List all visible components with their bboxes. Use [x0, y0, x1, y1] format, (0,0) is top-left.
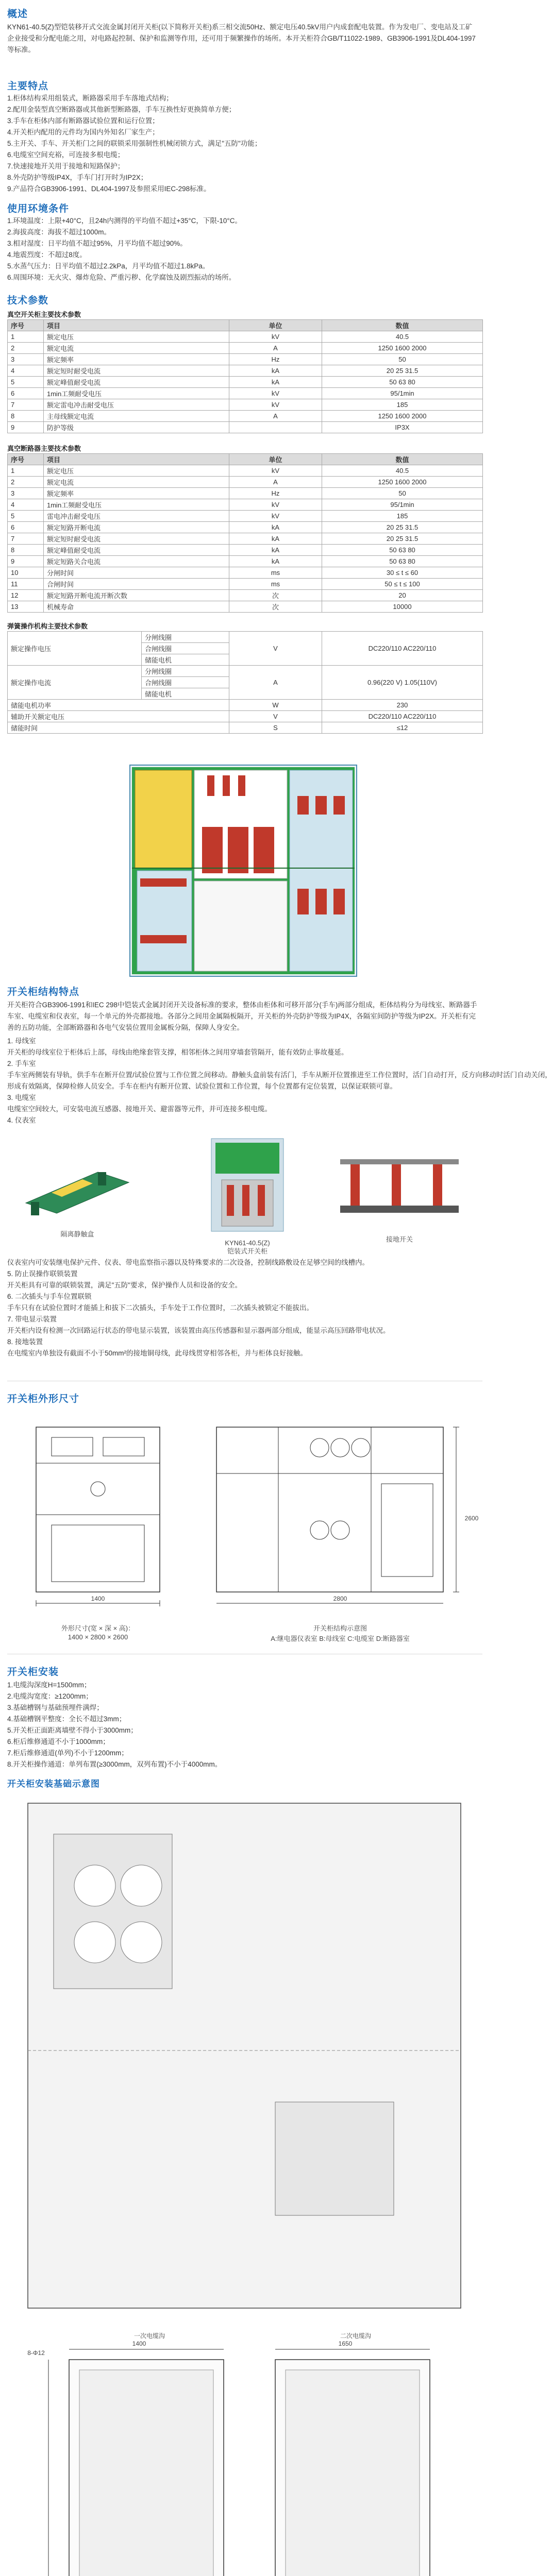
table-cell: kV	[229, 331, 322, 343]
table-cell: 7	[8, 533, 44, 545]
table-cell: 1250 1600 2000	[322, 343, 483, 354]
table-cell: 次	[229, 601, 322, 613]
table-cell: 2	[8, 343, 44, 354]
table-cell: 10	[8, 567, 44, 579]
table-cell: kA	[229, 545, 322, 556]
list-item: 6.柜后维修通道不小于1000mm；	[7, 1738, 110, 1745]
list-item: 6.周围环境：无火灾、爆炸危险、严重污秽、化学腐蚀及剧烈振动的场所。	[7, 274, 236, 281]
table-cell: 储能电机	[142, 688, 229, 700]
table-cell: 1250 1600 2000	[322, 411, 483, 422]
features-list	[7, 93, 479, 195]
list-item: 手车只有在试验位置时才能插上和拔下二次插头，手车处于工作位置时，二次插头被锁定不能拔出。	[7, 1304, 313, 1312]
table-cell: 5	[8, 511, 44, 522]
table-cell: 10000	[322, 601, 483, 613]
list-item: 仪表室内可安装继电保护元件、仪表、带电监察指示器以及特殊要求的二次设备，控制线路敷设在足够空间的线槽内。	[7, 1259, 369, 1266]
list-item: 3. 电缆室	[7, 1094, 36, 1101]
table-row	[8, 579, 483, 590]
table-cell: 20 25 31.5	[322, 365, 483, 377]
table-row	[8, 488, 483, 499]
list-item: 8.外壳防护等级IP4X，手车门打开时为IP2X；	[7, 174, 148, 181]
table-cell: 6	[8, 388, 44, 399]
list-item: 8. 接地装置	[7, 1338, 43, 1346]
table-cell: 额定短时耐受电流	[44, 533, 229, 545]
table-row	[8, 331, 483, 343]
col-header: 数值	[322, 454, 483, 465]
table-cell: 1	[8, 465, 44, 477]
table-cell: kV	[229, 388, 322, 399]
table-row	[8, 477, 483, 488]
front-view-caption-1: 外形尺寸(宽 × 深 × 高)：	[61, 1624, 135, 1632]
table-cell: 20 25 31.5	[322, 533, 483, 545]
diagram-title: 开关柜外形尺寸	[7, 1394, 80, 1404]
table-cell: 4	[8, 365, 44, 377]
list-item: 2.电缆沟宽度：≥1200mm；	[7, 1692, 93, 1700]
label-secondary-trench: 二次电缆沟	[340, 2332, 371, 2340]
dim-width-front: 1400	[91, 1595, 105, 1602]
table-row	[8, 567, 483, 579]
list-item: 7.快速接地开关用于接地和短路保护；	[7, 162, 125, 170]
label-bolts: 8-Φ12	[27, 2349, 45, 2357]
table-row	[8, 722, 483, 734]
table-row	[8, 522, 483, 533]
table-cell: 11	[8, 579, 44, 590]
table-cell: 额定短路关合电流	[44, 556, 229, 567]
plan-title: 开关柜安装基础示意图	[7, 1779, 100, 1789]
table-cell: kV	[229, 511, 322, 522]
table-cell: 储能时间	[8, 722, 229, 734]
table-cell: 12	[8, 590, 44, 601]
table-cell: 20	[322, 590, 483, 601]
structure-title: 开关柜结构特点	[7, 987, 80, 997]
table-cell: V	[229, 632, 322, 666]
list-item: 1.电缆沟深度H=1500mm；	[7, 1681, 91, 1689]
table-cell: 1	[8, 331, 44, 343]
table-cell: 185	[322, 511, 483, 522]
table-cell: 20 25 31.5	[322, 522, 483, 533]
list-item	[7, 1359, 479, 1370]
table-cell: 主母线额定电流	[44, 411, 229, 422]
side-view-caption-1: 开关柜结构示意图	[313, 1624, 367, 1632]
table-row	[8, 411, 483, 422]
list-item: 6. 二次插头与手车位置联锁	[7, 1293, 92, 1300]
table-cell: 合闸线圈	[142, 643, 229, 654]
conditions-title: 使用环境条件	[7, 204, 70, 214]
front-view-caption-2: 1400 × 2800 × 2600	[68, 1633, 128, 1641]
list-item: 开关柜具有可靠的联锁装置，满足"五防"要求，保护操作人员和设备的安全。	[7, 1281, 242, 1289]
table-cell: 额定操作电流	[8, 666, 142, 700]
table-cell: 3	[8, 354, 44, 365]
table-cell: 储能电机功率	[8, 700, 229, 711]
list-item: 3.手车在柜体内部有断路器试验位置和运行位置；	[7, 117, 159, 125]
table-cell: 185	[322, 399, 483, 411]
table-cell: 额定短路开断电流	[44, 522, 229, 533]
breaker-params-table	[7, 453, 483, 613]
table-cell: 13	[8, 601, 44, 613]
table-cell: 额定峰值耐受电流	[44, 545, 229, 556]
side-section-drawing	[206, 1417, 474, 1613]
table1-title: 真空开关柜主要技术参数	[7, 311, 81, 318]
table-row	[8, 601, 483, 613]
dim-1400: 1400	[132, 2340, 146, 2347]
table-cell: 8	[8, 545, 44, 556]
earthing-switch-figure	[330, 1149, 469, 1231]
table-row	[8, 533, 483, 545]
table-cell: 50	[322, 488, 483, 499]
switchgear-params-table	[7, 319, 483, 433]
table-cell: 40.5	[322, 465, 483, 477]
dim-1650: 1650	[338, 2340, 353, 2347]
col-header: 单位	[229, 454, 322, 465]
list-item: 7. 带电显示装置	[7, 1315, 57, 1323]
table-cell: 额定雷电冲击耐受电压	[44, 399, 229, 411]
table-cell: 额定电压	[44, 331, 229, 343]
table-row	[8, 590, 483, 601]
table-cell: kA	[229, 365, 322, 377]
conditions-list	[7, 215, 479, 283]
table-cell: kA	[229, 522, 322, 533]
table-cell: 合闸线圈	[142, 677, 229, 688]
table-row	[8, 399, 483, 411]
list-item: 3.基础槽钢与基础预埋件满焊；	[7, 1704, 104, 1711]
table-cell: ≤12	[322, 722, 483, 734]
table-row	[8, 388, 483, 399]
table-cell: A	[229, 666, 322, 700]
table-cell: 额定电压	[44, 465, 229, 477]
table-row	[8, 377, 483, 388]
table-cell: A	[229, 343, 322, 354]
table-cell: 机械寿命	[44, 601, 229, 613]
table-header-row	[8, 320, 483, 331]
list-item: 7.柜后维修通道(单列)不小于1200mm；	[7, 1749, 128, 1757]
table-row	[8, 343, 483, 354]
table-cell: A	[229, 411, 322, 422]
table-cell: 50 63 80	[322, 556, 483, 567]
switchgear-photo-figure	[196, 1133, 299, 1236]
list-item: 2.配用金装型真空断路器或其他新型断路器，手车互换性好更换简单方便；	[7, 106, 236, 113]
table-cell: 9	[8, 422, 44, 433]
table-row	[8, 354, 483, 365]
table-cell	[229, 422, 322, 433]
table-cell: 2	[8, 477, 44, 488]
table-cell: 额定频率	[44, 488, 229, 499]
table-cell: 额定操作电压	[8, 632, 142, 666]
col-header: 项目	[44, 454, 229, 465]
table-cell: 40.5	[322, 331, 483, 343]
table-row	[8, 499, 483, 511]
table-row	[8, 465, 483, 477]
dim-width-side: 2800	[333, 1595, 347, 1602]
table-cell: V	[229, 711, 322, 722]
table-cell: 50	[322, 354, 483, 365]
label-primary-trench: 一次电缆沟	[133, 2332, 165, 2340]
list-item: 5.开关柜正面距离墙壁不得小于3000mm；	[7, 1726, 138, 1734]
table-cell: 合闸时间	[44, 579, 229, 590]
table-cell: 30 ≤ t ≤ 60	[322, 567, 483, 579]
table-cell: 230	[322, 700, 483, 711]
table-cell: 辅助开关额定电压	[8, 711, 229, 722]
col-header: 序号	[8, 320, 44, 331]
list-item: 电缆室空间较大，可安装电流互感器、接地开关、避雷器等元件，并可连接多根电缆。	[7, 1105, 272, 1113]
list-item: 5. 防止误操作联锁装置	[7, 1270, 78, 1278]
table-cell: DC220/110 AC220/110	[322, 711, 483, 722]
table-cell: 额定电流	[44, 343, 229, 354]
table-cell: ms	[229, 567, 322, 579]
cabinet-cutaway-illustration	[130, 765, 357, 976]
list-item: 4.开关柜内配用的元件均为国内外知名厂家生产；	[7, 128, 159, 136]
table-cell: 防护等级	[44, 422, 229, 433]
list-item: 8.开关柜操作通道：单列布置(≥3000mm，双列布置)不小于4000mm。	[7, 1760, 222, 1768]
list-item: 1.环境温度：上限+40°C，且24h内测得的平均值不超过+35°C，下限-10°C。	[7, 217, 242, 225]
figure-caption-contact-box: 隔离静触盒	[60, 1230, 94, 1238]
table-cell: 分闸线圈	[142, 666, 229, 677]
col-header: 序号	[8, 454, 44, 465]
table-cell: 5	[8, 377, 44, 388]
list-item: 3.相对湿度：日平均值不超过95%，月平均值不超过90%。	[7, 240, 187, 247]
col-header: 单位	[229, 320, 322, 331]
table-cell: 1250 1600 2000	[322, 477, 483, 488]
table-cell: kA	[229, 556, 322, 567]
table-cell: IP3X	[322, 422, 483, 433]
list-item: 4.地震烈度：不超过8度。	[7, 251, 87, 259]
table-cell: 额定电流	[44, 477, 229, 488]
table-row	[8, 545, 483, 556]
table-cell: kV	[229, 465, 322, 477]
list-item: 5.水蒸气压力：日平均值不超过2.2kPa，月平均值不超过1.8kPa。	[7, 262, 210, 270]
structure-list-continued	[7, 1257, 479, 1370]
table-cell: 50 63 80	[322, 545, 483, 556]
table-cell: 额定短路开断电流开断次数	[44, 590, 229, 601]
list-item: 开关柜内设有检测一次回路运行状态的带电显示装置，该装置由高压传感器和显示器两部分组成，能显示高压回路带电状况。	[7, 1327, 390, 1334]
table-cell: 次	[229, 590, 322, 601]
table-cell: 分闸线圈	[142, 632, 229, 643]
table-cell: Hz	[229, 488, 322, 499]
table-cell: A	[229, 477, 322, 488]
table-cell: Hz	[229, 354, 322, 365]
table-cell: 6	[8, 522, 44, 533]
table-cell: 额定峰值耐受电流	[44, 377, 229, 388]
table-cell: kA	[229, 533, 322, 545]
list-item: 4. 仪表室	[7, 1116, 36, 1124]
table-cell: kV	[229, 499, 322, 511]
list-item: 手车室两侧装有导轨，供手车在断开位置/试验位置与工作位置之间移动。静触头盒前装有活门，手车从断开位置推进至工作位置时，活门自动打开，反方向移动时活门自动关闭，	[7, 1071, 552, 1079]
table-row	[8, 711, 483, 722]
col-header: 数值	[322, 320, 483, 331]
structure-list	[7, 1036, 552, 1126]
table-cell: S	[229, 722, 322, 734]
table-cell: 0.96(220 V) 1.05(110V)	[322, 666, 483, 700]
isolation-contact-box-figure	[21, 1157, 134, 1224]
table-row	[8, 556, 483, 567]
overview-title: 概述	[7, 9, 28, 20]
list-item: 2. 手车室	[7, 1060, 36, 1067]
table-row	[8, 422, 483, 433]
table-cell: DC220/110 AC220/110	[322, 632, 483, 666]
table-cell: 储能电机	[142, 654, 229, 666]
tech-title: 技术参数	[7, 295, 49, 306]
table-row	[8, 365, 483, 377]
features-title: 主要特点	[7, 81, 49, 92]
table-cell: 雷电冲击耐受电压	[44, 511, 229, 522]
list-item: 在电缆室内单独设有截面不小于50mm²的接地铜母线，此母线贯穿相邻各柜，并与柜体良好接触。	[7, 1349, 308, 1357]
front-view-drawing	[15, 1417, 180, 1613]
list-item: 形成有效隔离，保障检修人员安全。手车在柜内有断开位置、试验位置和工作位置，每个位置都有定位装置，以保证联锁可靠。	[7, 1082, 397, 1090]
install-title: 开关柜安装	[7, 1667, 59, 1677]
table-cell: 8	[8, 411, 44, 422]
table-row	[8, 700, 483, 711]
side-view-caption-2: A:继电器仪表室 B:母线室 C:电缆室 D:断路器室	[271, 1635, 410, 1642]
table-cell: 3	[8, 488, 44, 499]
list-item: 1.柜体结构采用组装式，断路器采用手车落地式结构；	[7, 94, 173, 102]
list-item: 1. 母线室	[7, 1037, 36, 1045]
list-item: 开关柜的母线室位于柜体后上部，母线由绝缘套管支撑，相邻柜体之间用穿墙套管隔开，能有效防止事故蔓延。	[7, 1048, 348, 1056]
list-item: 4.基础槽钢平整度：全长不超过3mm；	[7, 1715, 126, 1723]
table2-title: 真空断路器主要技术参数	[7, 445, 81, 452]
structure-intro: 开关柜符合GB3906-1991和IEC 298中铠装式金属封闭开关设备标准的要求，整体由柜体和可移开部分(手车)两部分组成，柜体结构分为母线室、断路器手车室、电缆室和仪表室，每一个单元的外壳都接地。各部分之间用金属隔板隔开，开关柜的外壳防护等级为IP4X，各隔室间防护等级为IP2X。开关柜有完善的五防功能，全部断路器和各电气安装位置用金属板分隔，保障人身安全。	[7, 1001, 477, 1031]
table-cell: 额定短时耐受电流	[44, 365, 229, 377]
table-cell: kV	[229, 399, 322, 411]
table-cell: 7	[8, 399, 44, 411]
install-list	[7, 1680, 479, 1770]
table-cell: 额定频率	[44, 354, 229, 365]
table-cell: 50 ≤ t ≤ 100	[322, 579, 483, 590]
table-row	[8, 632, 483, 643]
table-cell: 9	[8, 556, 44, 567]
table-cell: W	[229, 700, 322, 711]
list-item: 9.产品符合GB3906-1991、DL404-1997及参照采用IEC-298标准。	[7, 185, 211, 193]
figure-caption-switchgear: KYN61-40.5(Z) 铠装式开关柜	[225, 1239, 270, 1255]
dim-height: 2600	[464, 1515, 479, 1522]
list-item: 5.主开关、手车、开关柜门之间的联锁采用强制性机械闭锁方式，满足"五防"功能；	[7, 140, 262, 147]
table-row	[8, 666, 483, 677]
foundation-plan-drawing	[7, 1793, 482, 2318]
figure-caption-earthing: 接地开关	[386, 1235, 413, 1243]
table-cell: 95/1min	[322, 499, 483, 511]
table-cell: 1min工频耐受电压	[44, 499, 229, 511]
table-cell: 1min工频耐受电压	[44, 388, 229, 399]
table-cell: 95/1min	[322, 388, 483, 399]
table-cell: 50 63 80	[322, 377, 483, 388]
overview-text: KYN61-40.5(Z)型铠装移开式交流金属封闭开关柜(以下简称开关柜)系三相交流50Hz、额定电压40.5kV用户内成套配电装置。作为发电厂、变电站及工矿企业接受和分配电能之用，对电路起控制、保护和监测等作用，还可用于频繁操作的场所。本开关柜符合GB/T11022-1989、GB3906-1991及DL404-1997等标准。	[7, 23, 476, 54]
table-header-row	[8, 454, 483, 465]
mechanism-params-table	[7, 631, 483, 734]
table-cell: ms	[229, 579, 322, 590]
list-item: 2.海拔高度：海拔不超过1000m。	[7, 228, 111, 236]
table-row	[8, 511, 483, 522]
col-header: 项目	[44, 320, 229, 331]
table-cell: kA	[229, 377, 322, 388]
table-cell: 分闸时间	[44, 567, 229, 579]
table3-title: 弹簧操作机构主要技术参数	[7, 622, 88, 630]
cable-trench-drawing	[7, 2329, 482, 2576]
table-cell: 4	[8, 499, 44, 511]
list-item: 6.电缆室空间充裕，可连接多根电缆；	[7, 151, 125, 159]
